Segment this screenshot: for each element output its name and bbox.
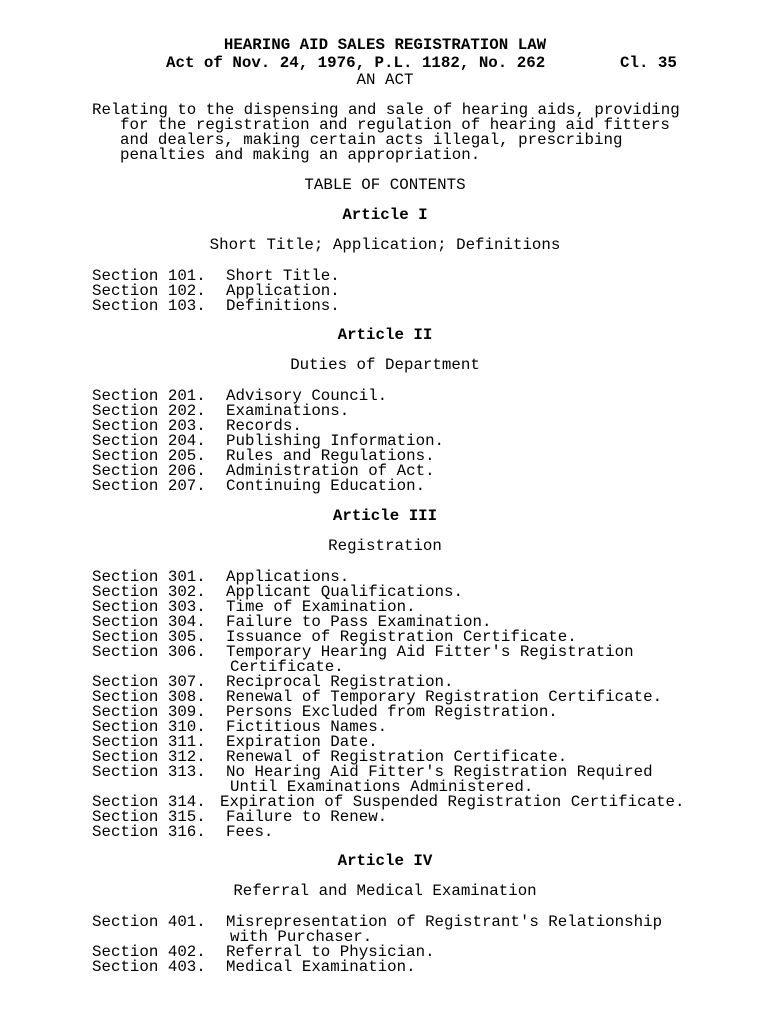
section-number: Section 103. [92, 297, 206, 315]
section-number: Section 102. [92, 282, 206, 300]
section-title: Applicant Qualifications. [226, 583, 463, 601]
section-title: Reciprocal Registration. [226, 673, 454, 691]
section-number: Section 313. [92, 763, 206, 781]
section-title: Publishing Information. [226, 432, 445, 450]
section-title: Renewal of Registration Certificate. [226, 748, 568, 766]
section-title: Fees. [226, 823, 274, 841]
section-number: Section 207. [92, 477, 206, 495]
article-subtitle: Referral and Medical Examination [233, 882, 537, 900]
section-number: Section 314. [92, 793, 206, 811]
section-title: Continuing Education. [226, 477, 426, 495]
section-title: Application. [226, 282, 340, 300]
article-subtitle: Short Title; Application; Definitions [209, 236, 561, 254]
section-title: Medical Examination. [226, 958, 416, 976]
section-number: Section 206. [92, 462, 206, 480]
section-number: Section 306. [92, 643, 206, 661]
section-title: Fictitious Names. [226, 718, 388, 736]
class-number: Cl. 35 [620, 54, 677, 72]
an-act-label: AN ACT [356, 71, 414, 89]
section-title: Expiration Date. [226, 733, 378, 751]
section-number: Section 304. [92, 613, 206, 631]
section-number: Section 311. [92, 733, 206, 751]
section-number: Section 204. [92, 432, 206, 450]
section-number: Section 308. [92, 688, 206, 706]
section-number: Section 316. [92, 823, 206, 841]
preamble-line: penalties and making an appropriation. [120, 146, 481, 164]
section-title: Misrepresentation of Registrant's Relationship [226, 913, 663, 931]
section-number: Section 309. [92, 703, 206, 721]
article-heading: Article II [337, 326, 433, 344]
section-title: Persons Excluded from Registration. [226, 703, 558, 721]
section-title: Definitions. [226, 297, 340, 315]
document-title: HEARING AID SALES REGISTRATION LAW [223, 36, 547, 54]
section-title: Advisory Council. [226, 387, 388, 405]
article-subtitle: Duties of Department [290, 356, 480, 374]
section-title: Records. [226, 417, 302, 435]
section-title: Short Title. [226, 267, 340, 285]
section-number: Section 302. [92, 583, 206, 601]
section-number: Section 315. [92, 808, 206, 826]
section-number: Section 205. [92, 447, 206, 465]
act-citation: Act of Nov. 24, 1976, P.L. 1182, No. 262 [166, 54, 546, 72]
section-title-continuation: Certificate. [230, 658, 344, 676]
article-heading: Article I [342, 206, 428, 224]
section-number: Section 301. [92, 568, 206, 586]
section-title-continuation: Until Examinations Administered. [230, 778, 534, 796]
section-title: Expiration of Suspended Registration Certificate. [220, 793, 685, 811]
section-number: Section 403. [92, 958, 206, 976]
section-number: Section 201. [92, 387, 206, 405]
section-number: Section 203. [92, 417, 206, 435]
section-number: Section 312. [92, 748, 206, 766]
section-title: Failure to Pass Examination. [226, 613, 492, 631]
article-heading: Article IV [337, 852, 433, 870]
section-title: Issuance of Registration Certificate. [226, 628, 577, 646]
article-subtitle: Registration [328, 537, 442, 555]
section-title: Temporary Hearing Aid Fitter's Registration [226, 643, 634, 661]
section-number: Section 402. [92, 943, 206, 961]
section-title: Examinations. [226, 402, 350, 420]
section-number: Section 303. [92, 598, 206, 616]
section-title: No Hearing Aid Fitter's Registration Required [226, 763, 653, 781]
section-number: Section 101. [92, 267, 206, 285]
section-title: Administration of Act. [226, 462, 435, 480]
section-title: Applications. [226, 568, 350, 586]
section-title: Renewal of Temporary Registration Certificate. [226, 688, 663, 706]
section-number: Section 401. [92, 913, 206, 931]
section-title: Time of Examination. [226, 598, 416, 616]
section-number: Section 307. [92, 673, 206, 691]
section-number: Section 310. [92, 718, 206, 736]
preamble-line: and dealers, making certain acts illegal, prescribing [120, 131, 623, 149]
section-title-continuation: with Purchaser. [230, 928, 373, 946]
section-title: Rules and Regulations. [226, 447, 435, 465]
section-title: Failure to Renew. [226, 808, 388, 826]
preamble-line: for the registration and regulation of hearing aid fitters [120, 116, 670, 134]
preamble-line: Relating to the dispensing and sale of hearing aids, providing [92, 101, 680, 119]
article-heading: Article III [332, 507, 438, 525]
section-title: Referral to Physician. [226, 943, 435, 961]
section-number: Section 305. [92, 628, 206, 646]
section-number: Section 202. [92, 402, 206, 420]
toc-heading: TABLE OF CONTENTS [304, 176, 466, 194]
